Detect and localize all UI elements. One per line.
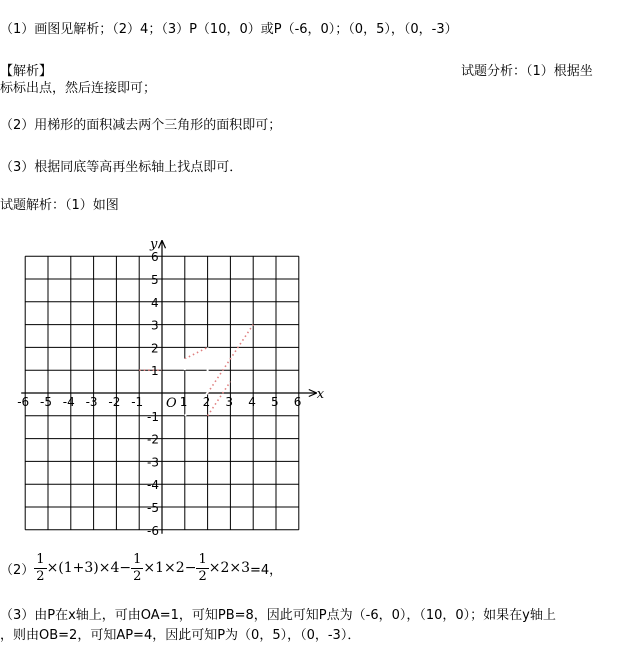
y-tick-label: 4 (151, 295, 159, 310)
x-tick-label: 1 (179, 395, 188, 409)
fraction-denominator: 2 (198, 568, 207, 584)
x-axis-label: x (316, 387, 325, 402)
formula-part-1: ×(1+3)×4− (46, 560, 132, 576)
answer-line: （1）画图见解析；（2）4；（3）P（10，0）或P（-6，0）；（0，5），（0，-3） (0, 22, 458, 37)
fraction-half-3 (196, 552, 208, 585)
x-tick-label: 5 (271, 395, 279, 409)
y-tick-label: -1 (147, 409, 159, 424)
fraction-half-1 (34, 552, 46, 585)
x-tick-label: -4 (62, 395, 75, 409)
formula-part-2: ×1×2− (143, 560, 197, 576)
x-tick-label: -2 (108, 395, 121, 409)
x-tick-label: 3 (225, 395, 234, 409)
fraction-denominator: 2 (133, 568, 142, 584)
tick-labels (17, 250, 301, 538)
step3-hint: （3）根据同底等高再坐标轴上找点即可． (0, 160, 243, 175)
fraction-half-2 (131, 552, 143, 585)
solution-intro: 试题解析：（1）如图 (0, 198, 119, 213)
x-tick-label: -1 (131, 395, 144, 409)
coordinate-grid (0, 237, 340, 538)
formula-part-3: ×2×3 (208, 560, 250, 576)
formula-prefix: （2） (0, 562, 35, 578)
y-tick-label: 3 (151, 318, 159, 333)
step2-hint: （2）用梯形的面积减去两个三角形的面积即可； (0, 118, 282, 133)
dotted-segment (185, 347, 208, 358)
analysis-right-text: 试题分析：（1）根据坐 (461, 64, 593, 79)
x-tick-label: -3 (85, 395, 98, 409)
y-tick-label: -5 (147, 501, 159, 515)
x-tick-label: -5 (40, 395, 52, 409)
x-tick-label: 2 (202, 395, 211, 409)
step3-solution-line2: ，则由OB=2，可知AP=4，因此可知P为（0，5），（0，-3）． (0, 628, 361, 643)
fraction-denominator: 2 (36, 568, 45, 584)
x-tick-label: 4 (248, 395, 256, 409)
y-tick-label: 6 (151, 250, 159, 265)
fraction-numerator: 1 (133, 551, 142, 567)
x-tick-label: -6 (17, 395, 30, 409)
area-formula (0, 548, 282, 588)
y-tick-label: -6 (147, 523, 159, 538)
y-axis-label: y (150, 237, 158, 253)
y-tick-label: 2 (151, 341, 159, 356)
axes (21, 240, 317, 534)
fraction-numerator: 1 (198, 551, 207, 567)
y-tick-label: -3 (147, 455, 159, 470)
step3-solution-line1: （3）由P在x轴上，可由OA=1，可知PB=8，因此可知P点为（-6，0），（10，0）；如果在y轴上 (0, 608, 556, 623)
fraction-numerator: 1 (36, 551, 45, 567)
y-tick-label: -2 (147, 432, 159, 447)
y-tick-label: 5 (151, 273, 159, 287)
analysis-heading: 【解析】 (0, 64, 53, 79)
y-tick-label: -4 (147, 478, 159, 493)
origin-label: O (166, 396, 177, 411)
analysis-continuation: 标标出点，然后连接即可； (0, 81, 157, 96)
x-tick-label: 6 (293, 395, 302, 409)
y-tick-label: 1 (151, 364, 159, 379)
formula-result: =4， (250, 562, 283, 578)
